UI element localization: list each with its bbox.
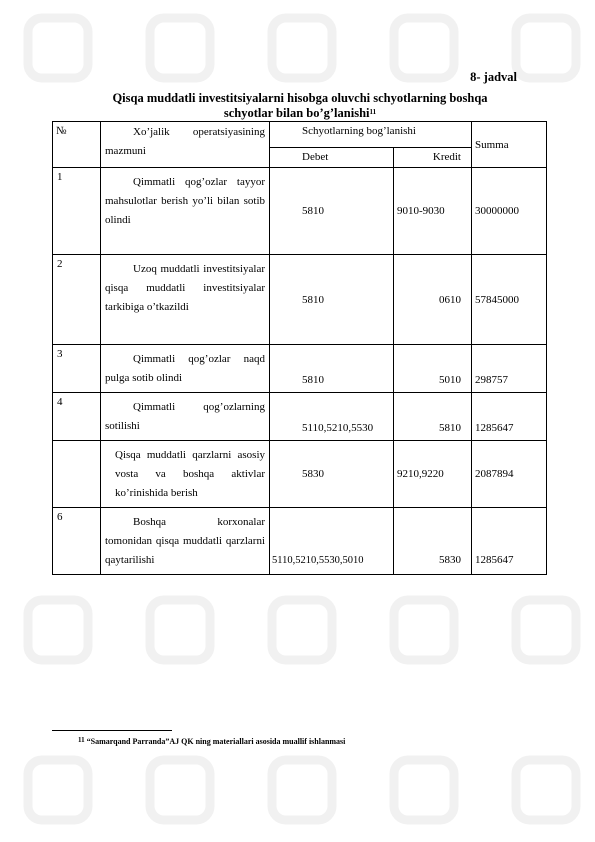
table-title-line1: Qisqa muddatli investitsiyalarni hisobga oluvchi schyotlarning boshqa — [112, 91, 488, 105]
row-credit: 9010-9030 — [394, 168, 472, 255]
row-credit: 9210,9220 — [394, 441, 472, 508]
table-row — [53, 441, 547, 508]
table-title-line2-text: schyotlar bilan bo’g’lanishi — [223, 106, 370, 120]
row-debit: 5110,5210,5530 — [270, 393, 394, 441]
row-debit: 5810 — [270, 345, 394, 393]
row-sum: 1285647 — [472, 393, 547, 441]
row-sum: 30000000 — [472, 168, 547, 255]
row-sum: 298757 — [472, 345, 547, 393]
table-row — [53, 345, 547, 393]
row-description: Uzoq muddatli investitsiyalar qisqa muddatli investitsiyalar tarkibiga o’tkazildi — [101, 255, 270, 345]
table-title-line2 — [50, 105, 550, 121]
row-description: Qimmatli qog’ozlarning sotilishi — [101, 393, 270, 441]
footnote-text: “Samarqand Parranda”AJ QK ning materiallari asosida muallif ishlanmasi — [86, 737, 346, 746]
row-debit: 5110,5210,5530,5010 — [270, 508, 394, 575]
row-description: Qimmatli qog’ozlar tayyor mahsulotlar berish yo’li bilan sotib olindi — [101, 168, 270, 255]
row-number: 1 — [53, 168, 101, 255]
footnote-divider — [52, 730, 172, 731]
row-credit: 5010 — [394, 345, 472, 393]
row-credit: 5810 — [394, 393, 472, 441]
row-number: 2 — [53, 255, 101, 345]
header-credit: Kredit — [394, 148, 472, 168]
row-number: 4 — [53, 393, 101, 441]
row-number — [53, 441, 101, 508]
table-row — [53, 168, 547, 255]
accounts-table — [52, 121, 547, 575]
row-number: 6 — [53, 508, 101, 575]
row-sum: 1285647 — [472, 508, 547, 575]
header-sum: Summa — [472, 122, 547, 168]
row-sum: 2087894 — [472, 441, 547, 508]
row-description: Boshqa korxonalar tomonidan qisqa muddatli qarzlarni qaytarilishi — [101, 508, 270, 575]
row-description: Qimmatli qog’ozlar naqd pulga sotib olindi — [101, 345, 270, 393]
footnote-number: 11 — [78, 736, 85, 744]
table-label: 8- jadval — [470, 70, 517, 84]
table-row — [53, 255, 547, 345]
row-number: 3 — [53, 345, 101, 393]
header-number: № — [53, 122, 101, 168]
table-row — [53, 508, 547, 575]
header-row-1 — [53, 122, 547, 148]
row-credit: 5830 — [394, 508, 472, 575]
footnote — [78, 737, 345, 746]
row-debit: 5810 — [270, 255, 394, 345]
header-operation: Xo’jalik operatsiyasining mazmuni — [101, 122, 270, 168]
table-row — [53, 393, 547, 441]
row-debit: 5830 — [270, 441, 394, 508]
row-sum: 57845000 — [472, 255, 547, 345]
row-debit: 5810 — [270, 168, 394, 255]
row-description: Qisqa muddatli qarzlarni asosiy vosta va boshqa aktivlar ko’rinishida berish — [101, 441, 270, 508]
row-credit: 0610 — [394, 255, 472, 345]
header-debit: Debet — [270, 148, 394, 168]
header-accounts: Schyotlarning bog’lanishi — [270, 122, 472, 148]
footnote-reference: 11 — [369, 108, 377, 116]
